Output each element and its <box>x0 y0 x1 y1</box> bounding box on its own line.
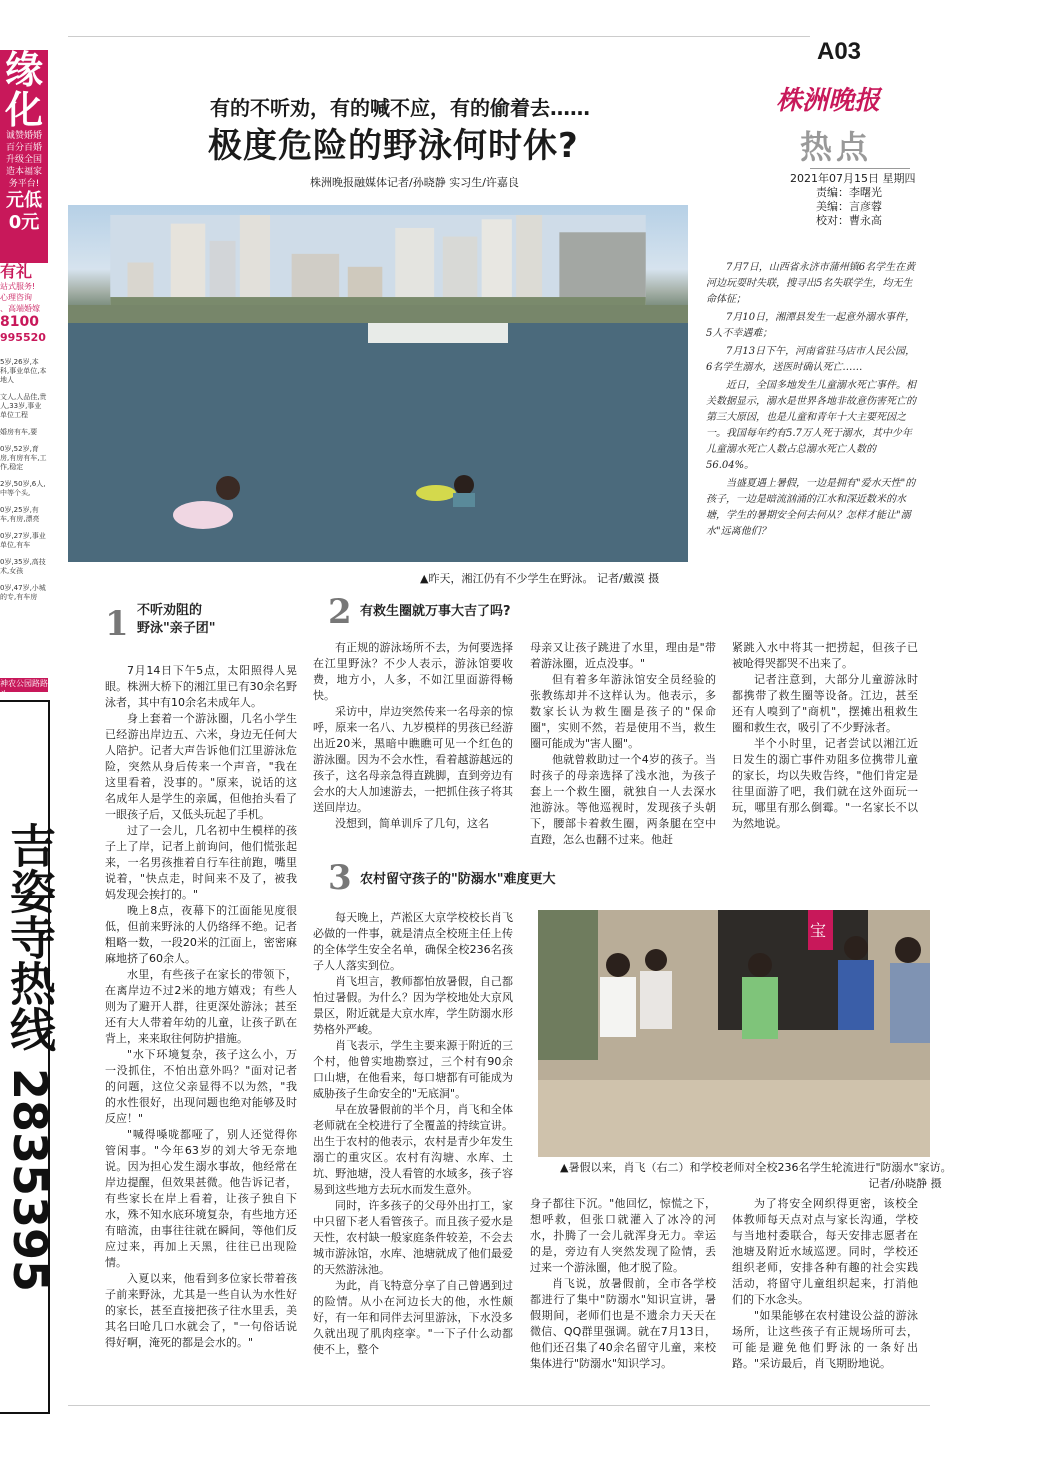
strip-top-ad <box>0 50 48 263</box>
photo2-caption-block <box>560 1160 952 1192</box>
header-divider <box>810 168 910 169</box>
classified-item: 0岁,47岁,小城的专,有车房 <box>0 584 46 601</box>
home-visit-graphic <box>538 910 930 1157</box>
classified-item: 0岁,35岁,高技术,女孩 <box>0 558 46 575</box>
sidebar-paragraph: 7月7日，山西省永济市蒲州镇6名学生在黄河边玩耍时失联，搜寻出5名失联学生，均无生命体征； <box>706 262 916 305</box>
strip-small-line: 造本福家 <box>5 167 42 177</box>
section2-col-c <box>732 640 918 832</box>
strip-small-line: 务平台! <box>8 179 40 189</box>
body-paragraph: 身上套着一个游泳圈，几名小学生已经游出岸边五、六米，身边无任何大人陪护。记者大声告诉他们江里游泳危险，突然从身后传来一个声音，"我在这里看着，没事的。"原来，说话的这名成年人是学生的亲属，但他抬头看了一眼孩子后，又低头玩起了手机。 <box>105 712 297 821</box>
body-paragraph: "喊得嗓咙都哑了，别人还觉得你管闲事。"今年63岁的刘大爷无奈地说。因为担心发生溺水事故，他经常在岸边提醒，但效果甚微。他告诉记者，有些家长在岸上看着，让孩子独自下水，殊不知水底环境复杂，有些地方还有暗流，由事往往就在瞬间，等他们反应过来，再加上天黑，往往已出现险情。 <box>105 1128 297 1269</box>
headline-title: 极度危险的野泳何时休? <box>208 126 579 166</box>
section-name: 热点 <box>800 128 873 166</box>
body-paragraph: 记者注意到，大部分儿童游泳时都携带了救生圈等设备。江边，甚至还有人嗅到了"商机"，摆摊出租救生圈和救生衣，吸引了不少野泳者。 <box>732 673 918 734</box>
body-paragraph: 每天晚上，芦淞区大京学校校长肖飞必做的一件事，就是清点全校班主任上传的全体学生安全名单，确保全校236名孩子人人落实到位。 <box>313 911 513 972</box>
strip-gift-sub: 心理咨询 <box>0 293 32 302</box>
river-water-graphic <box>68 323 688 562</box>
sidebar-paragraph: 7月10日，湘潭县发生一起意外溺水事件，5人不幸遇难； <box>706 312 916 339</box>
sidebar-intro <box>706 260 916 542</box>
section2-col-b <box>530 640 716 848</box>
strip-price-line: 0元 <box>8 212 40 233</box>
strip-phone-1: 8100 <box>0 314 39 330</box>
body-paragraph: 7月14日下午5点，太阳照得人晃眼。株洲大桥下的湘江里已有30余名野泳者，其中有10余名未成年人。 <box>105 664 297 709</box>
top-rule <box>68 36 810 37</box>
riverbank <box>68 305 688 323</box>
body-paragraph: 为了将安全网织得更密，该校全体教师每天点对点与家长沟通，学校与当地村委联合，每天安排志愿者在池塘及附近水域巡逻。同时，学校还组织老师，安排各种有趣的社会实践活动，将留守儿童组织起来，打消他们的下水念头。 <box>732 1197 918 1306</box>
issue-meta <box>790 172 916 228</box>
body-paragraph: 他就曾救助过一个4岁的孩子。当时孩子的母亲选择了浅水池，为孩子套上一个救生圈，就独自一人去深水池游泳。等他巡视时，发现孩子头朝下，腰部卡着救生圈，两条腿在空中直蹬，怎么也翻不过来。他赶 <box>530 753 716 846</box>
section2-title: 有救生圈就万事大吉了吗? <box>360 604 511 619</box>
section2-heading <box>328 592 728 632</box>
body-paragraph: 肖飞坦言，教师都怕放暑假，自己都怕过暑假。为什么？因为学校地处大京风景区，附近就是大京水库，学生防溺水形势格外严峻。 <box>313 975 513 1036</box>
body-paragraph: 为此，肖飞特意分享了自己曾遇到过的险情。从小在河边长大的他，水性颇好，有一年和同伴去河里游泳，下水没多久就出现了肌肉痉挛。"一下子什么动都使不上，整个 <box>313 1279 513 1356</box>
sidebar-paragraph: 近日，全国多地发生儿童溺水死亡事件。相关数据显示，溺水是世界各地非故意伤害死亡的第三大原因，也是儿童和青年十大主要死因之一。我国每年约有5.7万人死于溺水，其中少年儿童溺水死亡人数占总溺水死亡人数的56.04%。 <box>706 380 916 471</box>
river-swimmers-photo <box>68 205 688 562</box>
section3-number: 3 <box>328 858 352 898</box>
photo1-caption: ▲昨天，湘江仍有不少学生在野泳。 记者/戴漠 摄 <box>420 572 660 585</box>
body-paragraph: 身子都往下沉。"他回忆，惊慌之下，想呼救，但张口就灌入了冰冷的河水，扑腾了一会儿就浑身无力。幸运的是，旁边有人突然发现了险情，丢过来一个游泳圈，他才脱了险。 <box>530 1197 716 1274</box>
strip-small-line: 升级全国 <box>5 155 42 165</box>
section1-title-line: 不听劝阻的 <box>137 603 203 618</box>
section1-number: 1 <box>105 604 129 644</box>
strip-hotline-box <box>0 700 57 1414</box>
classified-item: 文人,人品佳,贵人,33岁,事业单位工程 <box>0 393 47 419</box>
newspaper-logo: 株洲晚报 <box>776 86 881 116</box>
body-paragraph: 晚上8点，夜幕下的江面能见度很低，但前来野泳的人仍络绎不绝。记者粗略一数，一段20米的江面上，密密麻麻地挤了60余人。 <box>105 904 297 965</box>
body-paragraph: 紧跳入水中将其一把捞起，但孩子已被呛得哭都哭不出来了。 <box>732 641 918 670</box>
strip-small-line: 诚赞婚婚 <box>5 131 42 141</box>
body-paragraph: 水里，有些孩子在家长的带领下，在离岸边不过2米的地方嬉戏；有些人则为了避开人群，往更深处游泳；甚至还有大人带着年幼的儿童，让孩子趴在背上，来来取往何防护措施。 <box>105 968 297 1045</box>
section3-heading <box>328 858 828 898</box>
section3-title: 农村留守孩子的"防溺水"难度更大 <box>360 872 556 887</box>
body-paragraph: 有正规的游泳场所不去，为何要选择在江里野泳？不少人表示，游泳馆要收费，地方小，人多，不如江里面游得畅快。 <box>313 641 513 702</box>
body-paragraph: 采访中，岸边突然传来一名母亲的惊呼，原来一名八、九岁模样的男孩已经游出近20米，黑暗中瞧瞧可见一个红色的游泳圈。因为不会水性，看着越游越远的孩子，这名母亲急得直跳脚，直到旁边有会水的大人加速游去，一把抓住孩子将其送回岸边。 <box>313 705 513 814</box>
strip-price-line: 元低 <box>6 190 42 211</box>
section1-title-line: 野泳"亲子团" <box>137 621 216 636</box>
strip-gift-block <box>0 263 48 346</box>
strip-gift: 有礼 <box>0 262 33 281</box>
section3-col-a <box>313 910 513 1358</box>
strip-big-char-2: 化 <box>4 88 43 132</box>
sidebar-paragraph: 7月13日下午，河南省驻马店市人民公园，6名学生溺水，送医时确认死亡…… <box>706 346 916 373</box>
classified-item: 婚房有车,要 <box>0 428 38 436</box>
strip-big-char-1: 缘 <box>4 48 43 92</box>
hotline-text: 吉姿寺热线 2835395 <box>3 821 57 1293</box>
byline: 株洲晚报融媒体记者/孙晓静 实习生/许嘉良 <box>310 176 519 189</box>
classified-item: 5岁,26岁,本科,事业单位,本地人 <box>0 358 47 384</box>
body-paragraph: "如果能够在农村建设公益的游泳场所，让这些孩子有正规场所可去，可能是避免他们野泳的一条好出路。"采访最后，肖飞期盼地说。 <box>732 1309 918 1370</box>
strip-gift-sub: 站式服务! <box>0 282 36 291</box>
section2-number: 2 <box>328 592 352 632</box>
photo2-caption: ▲暑假以来，肖飞（右二）和学校老师对全校236名学生轮流进行"防溺水"家访。 <box>560 1161 952 1174</box>
designer-credit: 美编：言彦蓉 <box>816 200 882 213</box>
home-visit-photo <box>538 910 930 1157</box>
issue-date: 2021年07月15日 星期四 <box>790 172 916 185</box>
classified-item: 0岁,25岁,有车,有房,漂亮 <box>0 506 40 523</box>
classified-item: 0岁,27岁,事业单位,有车 <box>0 532 46 549</box>
body-paragraph: 肖飞说，放暑假前，全市各学校都进行了集中"防溺水"知识宣讲，暑假期间，老师们也是不遗余力天天在微信、QQ群里强调。就在7月13日，他们还召集了40余名留守儿童，来校集体进行"防溺水"知识学习。 <box>530 1277 716 1370</box>
body-paragraph: 半个小时里，记者尝试以湘江近日发生的溺亡事件劝阻多位携带儿童的家长，均以失败告终，"他们肯定是往里面游了吧，我们就在这外面玩一玩，哪里有那么倒霉。"一名家长不以为然地说。 <box>732 737 918 830</box>
strip-classifieds <box>0 358 48 610</box>
body-paragraph: 母亲又让孩子跳进了水里，理由是"带着游泳圈，近点没事。" <box>530 641 716 670</box>
bottom-rule <box>68 1405 930 1406</box>
left-ad-strip <box>0 0 57 1459</box>
body-paragraph: 肖飞表示，学生主要来源于附近的三个村，他曾实地勘察过，三个村有90余口山塘，在他看来，每口塘都有可能成为威胁孩子生命安全的"无底洞"。 <box>313 1039 513 1100</box>
body-paragraph: 同时，许多孩子的父母外出打工，家中只留下老人看管孩子。而且孩子爱水是天性，农村缺一般家庭条件较差，不会去城市游泳馆，水库、池塘就成了他们最爱的天然游泳池。 <box>313 1199 513 1276</box>
body-paragraph: 但有着多年游泳馆安全员经验的张教练却并不这样认为。他表示，多数家长认为救生圈是孩子的"保命圈"，实则不然，若是使用不当，救生圈可能成为"害人圈"。 <box>530 673 716 750</box>
classified-item: 0岁,52岁,育房,有房有车,工作,稳定 <box>0 445 47 471</box>
section2-col-a <box>313 640 513 832</box>
sidebar-paragraph: 当盛夏遇上暑假，一边是拥有"爱水天性"的孩子，一边是暗流汹涌的江水和深近数米的水塘，学生的暑期安全何去何从？怎样才能让"溺水"远离他们？ <box>706 478 916 537</box>
strip-footer-address: 神农公园路路头 <box>0 679 48 699</box>
photo2-credit: 记者/孙晓静 摄 <box>868 1177 942 1190</box>
door-sign: 宝 <box>810 921 827 940</box>
classified-item: 2岁,50岁,6人,中等个头, <box>0 480 46 497</box>
strip-small-line: 百分百婚 <box>5 143 42 153</box>
section3-col-c <box>732 1196 918 1372</box>
section1-body <box>105 663 297 1351</box>
proofreader-credit: 校对：曹永高 <box>816 214 882 227</box>
body-paragraph: 入夏以来，他看到多位家长带着孩子前来野泳，尤其是一些自认为水性好的家长，甚至直接把孩子往水里丢，美其名曰呛几口水就会了，"一句俗话说得好啊，淹死的都是会水的。" <box>105 1272 297 1349</box>
headline-kicker: 有的不听劝，有的喊不应，有的偷着去…… <box>210 96 590 120</box>
body-paragraph: 没想到，简单训斥了几句，这名 <box>335 817 489 830</box>
editor-credit: 责编：李曙光 <box>816 186 882 199</box>
strip-phone-2: 995520 <box>0 331 46 344</box>
city-skyline-graphic <box>68 215 688 310</box>
body-paragraph: 过了一会儿，几名初中生模样的孩子上了岸，记者上前询问，他们慌张起来，一名男孩推着自行车往前跑，嘴里说着，"快点走，时间来不及了，被我妈发现会挨打的。" <box>105 824 297 901</box>
section3-col-b <box>530 1196 716 1372</box>
page-number: A03 <box>817 38 862 65</box>
strip-gift-sub: 、高端婚嫁 <box>0 304 40 313</box>
body-paragraph: "水下环境复杂，孩子这么小，万一没抓住，不怕出意外吗？"面对记者的问题，这位父亲显得不以为然，"我的水性很好，出现问题也绝对能够及时反应！" <box>105 1048 297 1125</box>
body-paragraph: 早在放暑假前的半个月，肖飞和全体老师就在全校进行了全覆盖的持续宣讲。出生于农村的他表示，农村是青少年发生溺亡的重灾区。农村有沟塘、水库、土坑、野池塘，没人看管的水域多，孩子容易到这些地方去玩水而发生意外。 <box>313 1103 513 1196</box>
